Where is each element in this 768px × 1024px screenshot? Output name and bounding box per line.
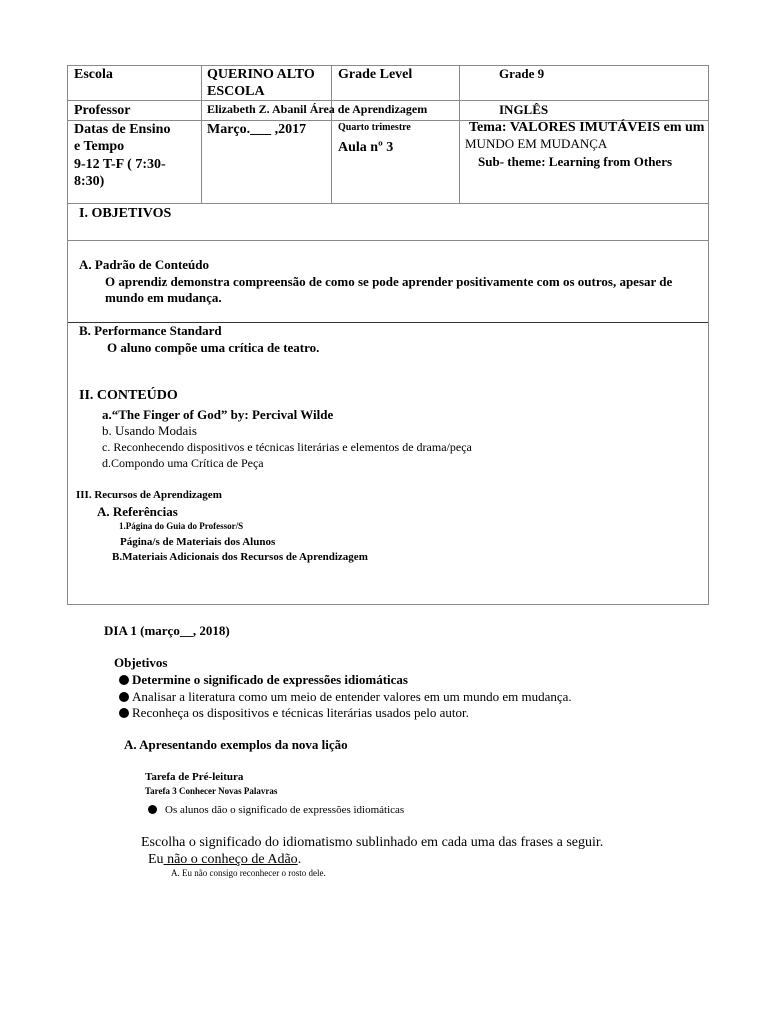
datas-time-line2: 8:30): [74, 174, 105, 189]
table-col-divider: [331, 66, 332, 203]
tarefa-bullet: [148, 801, 404, 819]
materiais-adicionais: B.Materiais Adicionais dos Recursos de Aprendizagem: [112, 551, 368, 563]
tarefa-bullet-text: Os alunos dão o significado de expressões idiomáticas: [165, 804, 405, 816]
padrao-text-line1: O aprendiz demonstra compreensão de como se pode aprender positivamente com os outros, apesar de: [105, 274, 673, 289]
conteudo-item-a: a.“The Finger of God” by: Percival Wilde: [102, 407, 334, 422]
performance-standard-heading: B. Performance Standard: [79, 323, 222, 338]
padrao-text-line2: mundo em mudança.: [105, 290, 222, 305]
professor-label: Professor: [74, 103, 131, 118]
table-col-divider: [201, 66, 202, 203]
conteudo-item-c: c. Reconhecendo dispositivos e técnicas literárias e elementos de drama/peça: [102, 440, 472, 454]
dia1-objetivos-label: Objetivos: [114, 655, 168, 670]
referencias-heading: A. Referências: [97, 504, 178, 519]
dia1-objective-3-text: Reconheça os dispositivos e técnicas literárias usados pelo autor.: [132, 705, 469, 720]
dia1-objective-3: [119, 704, 469, 722]
bullet-icon: [119, 708, 129, 718]
tema-line1: Tema: VALORES IMUTÁVEIS em um: [469, 120, 705, 135]
grade-level-value: Grade 9: [499, 66, 545, 81]
tarefa-3-label: Tarefa 3 Conhecer Novas Palavras: [145, 786, 278, 796]
padrao-conteudo-heading: A. Padrão de Conteúdo: [79, 257, 210, 272]
date-value: Março.___ ,2017: [207, 122, 307, 137]
dia1-objective-2-text: Analisar a literatura como um meio de entender valores em um mundo em mudança.: [132, 689, 572, 704]
escola-value-line2: ESCOLA: [207, 84, 265, 99]
quarter-value: Quarto trimestre: [338, 122, 411, 133]
datas-label-line1: Datas de Ensino: [74, 122, 171, 137]
example-option-a: A. Eu não consigo reconhecer o rosto dele.: [171, 868, 326, 878]
escola-value-line1: QUERINO ALTO: [207, 67, 315, 82]
example-idiom: não o conheço de Adão: [163, 852, 298, 867]
bullet-icon: [119, 692, 129, 702]
example-prefix: Eu: [148, 852, 164, 867]
table-col-divider: [459, 66, 460, 203]
bullet-icon: [148, 805, 157, 814]
table-row-divider: [68, 203, 708, 204]
example-suffix: .: [297, 852, 302, 867]
performance-standard-text: O aluno compõe uma crítica de teatro.: [107, 340, 320, 355]
tarefa-pre-leitura: Tarefa de Pré-leitura: [145, 771, 244, 783]
datas-label-line2: e Tempo: [74, 139, 125, 154]
instruction-text: Escolha o significado do idiomatismo sublinhado em cada uma das frases a seguir.: [141, 835, 604, 850]
bullet-icon: [119, 675, 129, 685]
conteudo-heading: II. CONTEÚDO: [79, 388, 178, 403]
conteudo-item-d: d.Compondo uma Crítica de Peça: [102, 456, 264, 470]
professor-value: Elizabeth Z. Abanil Área de Aprendizagem: [207, 102, 428, 116]
aula-value: Aula nº 3: [338, 140, 394, 155]
subtheme: Sub- theme: Learning from Others: [478, 154, 673, 169]
escola-label: Escola: [74, 67, 113, 82]
referencia-materiais-alunos: Página/s de Materiais dos Alunos: [120, 536, 276, 548]
section-a-heading: A. Apresentando exemplos da nova lição: [124, 737, 348, 752]
grade-level-label: Grade Level: [338, 67, 413, 82]
table-row-divider: [68, 240, 708, 241]
datas-time-line1: 9-12 T-F ( 7:30-: [74, 157, 166, 172]
referencia-guia-professor: 1.Página do Guia do Professor/S: [119, 521, 244, 531]
dia1-heading: DIA 1 (março__, 2018): [104, 623, 230, 638]
conteudo-item-b: b. Usando Modais: [102, 423, 197, 438]
dia1-objective-1-text: Determine o significado de expressões idiomáticas: [132, 672, 408, 687]
dia1-objective-1: [119, 671, 408, 689]
objetivos-heading: I. OBJETIVOS: [79, 206, 172, 221]
recursos-heading: III. Recursos de Aprendizagem: [76, 489, 222, 501]
subject-value: INGLÊS: [499, 102, 549, 117]
tema-line2: MUNDO EM MUDANÇA: [465, 136, 608, 151]
